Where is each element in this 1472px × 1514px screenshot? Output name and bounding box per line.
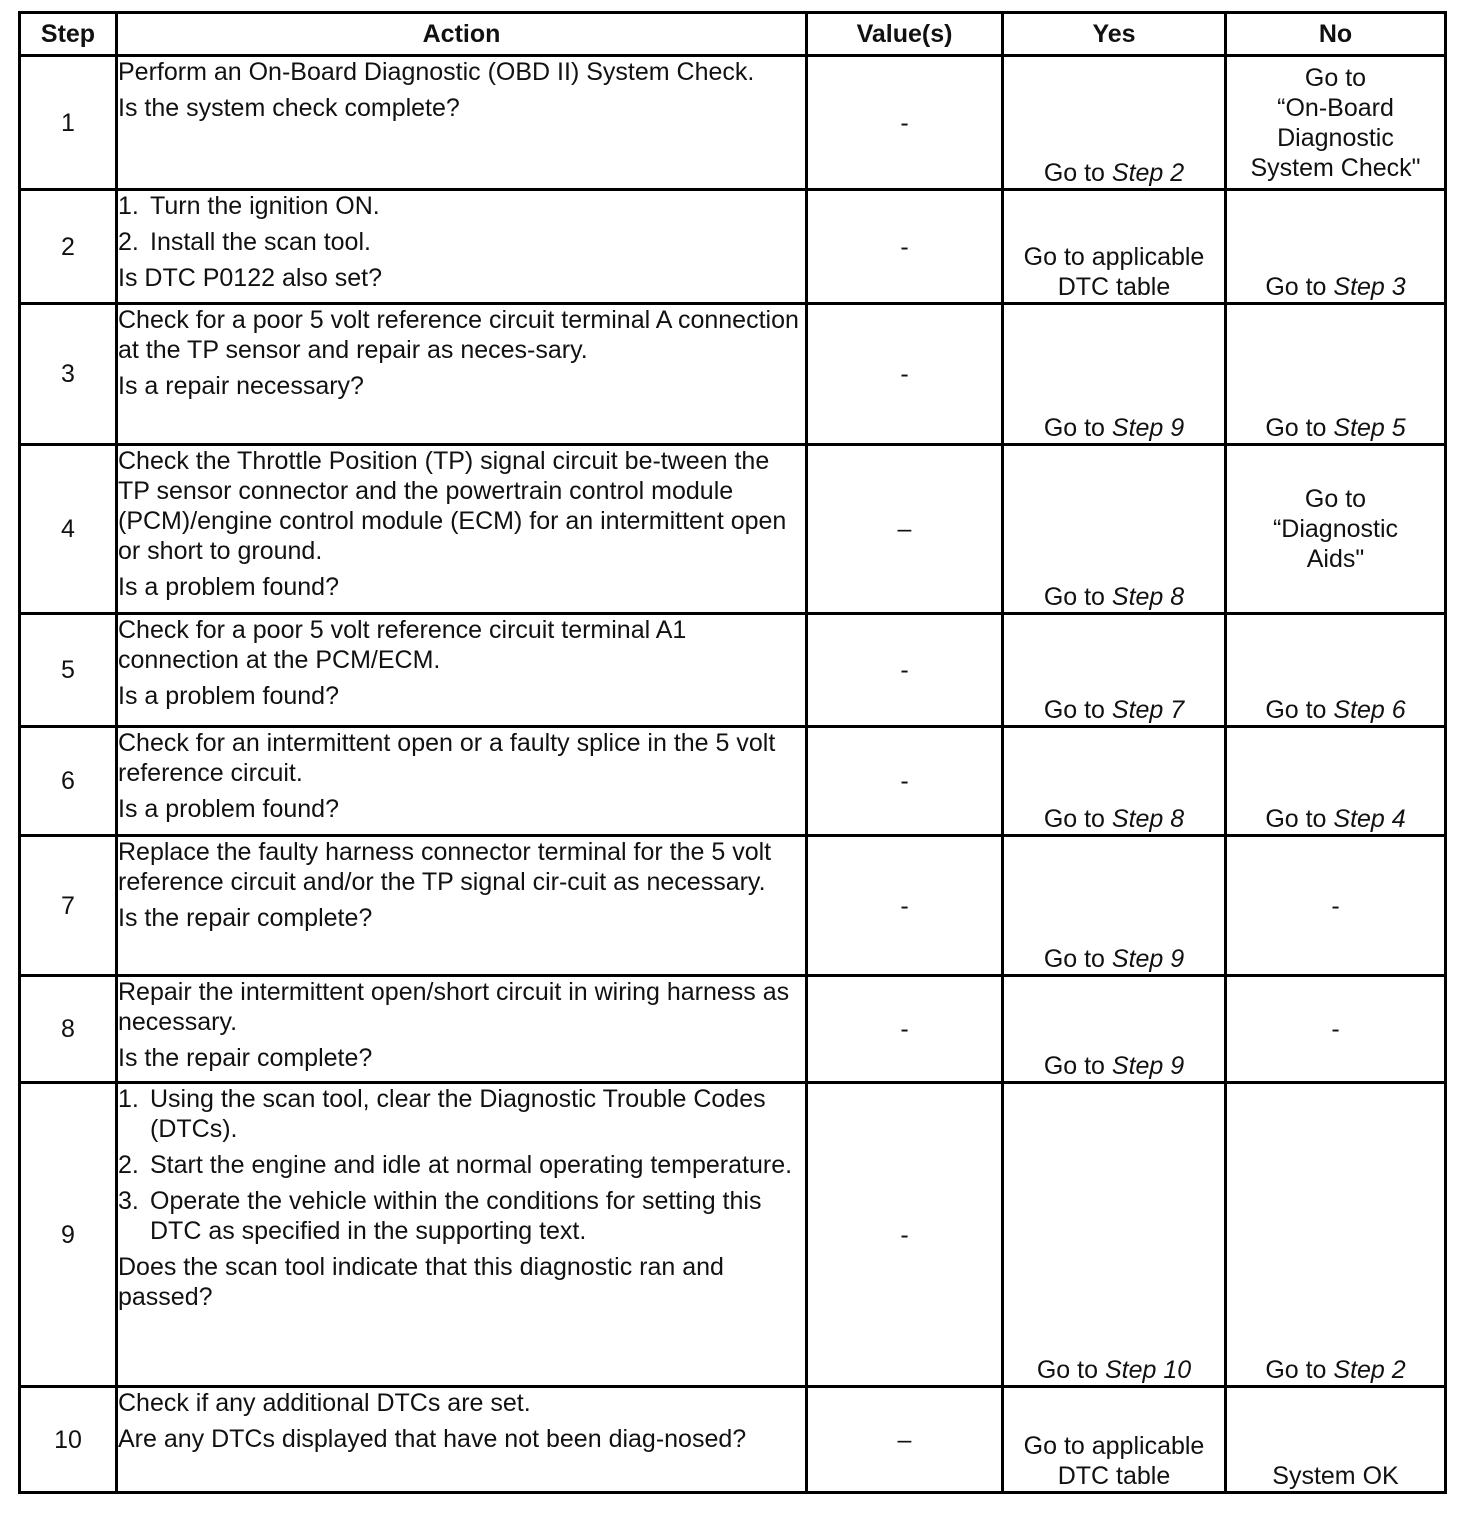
list-text: Install the scan tool.: [150, 228, 371, 256]
table-row: [20, 976, 1446, 1083]
no-cell: [1226, 1083, 1446, 1387]
yes-step-ref: Step 7: [1111, 696, 1185, 724]
action-question: Does the scan tool indicate that this diagnostic ran and passed?: [118, 1253, 724, 1311]
list-number: 1.: [118, 192, 139, 220]
yes-prefix: Go to: [1036, 1356, 1105, 1384]
yes-line: DTC table: [1057, 1462, 1171, 1490]
list-item: [118, 1084, 805, 1144]
action-question: Is the repair complete?: [118, 1044, 373, 1072]
step-number: 1: [20, 56, 117, 190]
header-yes: Yes: [1003, 13, 1226, 56]
diagnostic-table: [18, 11, 1447, 1494]
step-number: 7: [20, 836, 117, 976]
action-cell: [117, 1387, 807, 1493]
action-cell: [117, 614, 807, 727]
yes-step-ref: Step 9: [1111, 414, 1185, 442]
yes-cell: [1003, 1083, 1226, 1387]
action-cell: [117, 727, 807, 836]
step-number: 8: [20, 976, 117, 1083]
no-prefix: Go to: [1265, 805, 1334, 833]
action-question: Is DTC P0122 also set?: [118, 264, 383, 292]
yes-cell: [1003, 1387, 1226, 1493]
table-row: [20, 190, 1446, 304]
list-number: 2.: [118, 228, 139, 256]
table-row: [20, 304, 1446, 445]
action-text: Perform an On-Board Diagnostic (OBD II) System Check.: [118, 58, 755, 86]
yes-cell: [1003, 190, 1226, 304]
action-cell: [117, 836, 807, 976]
header-values: Value(s): [807, 13, 1003, 56]
action-question: Is a problem found?: [118, 682, 339, 710]
no-cell: System OK: [1226, 1387, 1446, 1493]
action-question: Is the system check complete?: [118, 94, 460, 122]
value-cell: -: [807, 1083, 1003, 1387]
list-text: Start the engine and idle at normal operating temperature.: [150, 1151, 793, 1179]
table-row: [20, 836, 1446, 976]
no-cell: [1226, 727, 1446, 836]
no-line: “On-Board: [1277, 93, 1394, 122]
action-cell: [117, 304, 807, 445]
list-text: Turn the ignition ON.: [150, 192, 380, 220]
no-prefix: Go to: [1265, 414, 1334, 442]
yes-step-ref: Step 8: [1111, 805, 1185, 833]
value-cell: -: [807, 727, 1003, 836]
yes-prefix: Go to: [1043, 583, 1112, 611]
action-text: Repair the intermittent open/short circuit in wiring harness as necessary.: [118, 978, 790, 1036]
table-row: [20, 56, 1446, 190]
value-cell: –: [807, 445, 1003, 614]
yes-step-ref: Step 9: [1111, 1052, 1185, 1080]
yes-prefix: Go to: [1043, 159, 1112, 187]
yes-cell: [1003, 56, 1226, 190]
header-step: Step: [20, 13, 117, 56]
list-item: [118, 1150, 805, 1180]
value-cell: -: [807, 304, 1003, 445]
yes-cell: [1003, 304, 1226, 445]
yes-line: DTC table: [1057, 273, 1171, 301]
value-cell: –: [807, 1387, 1003, 1493]
action-question: Is the repair complete?: [118, 904, 373, 932]
no-line: Go to: [1304, 485, 1367, 513]
yes-step-ref: Step 10: [1104, 1356, 1192, 1384]
step-number: 10: [20, 1387, 117, 1493]
header-no: No: [1226, 13, 1446, 56]
list-number: 1.: [118, 1085, 139, 1113]
action-text: Check for a poor 5 volt reference circuit terminal A connection at the TP sensor and repair as neces-sary.: [118, 306, 799, 364]
no-cell: [1226, 190, 1446, 304]
no-step-ref: Step 6: [1333, 696, 1406, 724]
yes-prefix: Go to: [1043, 805, 1112, 833]
action-cell: [117, 1083, 807, 1387]
no-cell: [1226, 56, 1446, 190]
no-prefix: Go to: [1265, 696, 1334, 724]
yes-cell: [1003, 614, 1226, 727]
no-cell: [1226, 445, 1446, 614]
step-number: 6: [20, 727, 117, 836]
header-row: [20, 13, 1446, 56]
action-cell: [117, 976, 807, 1083]
action-text: Check if any additional DTCs are set.: [118, 1389, 531, 1417]
no-step-ref: Step 2: [1333, 1356, 1406, 1384]
list-item: [118, 1186, 805, 1246]
yes-prefix: Go to: [1043, 945, 1112, 973]
no-step-ref: Step 3: [1333, 273, 1406, 301]
action-cell: [117, 56, 807, 190]
yes-step-ref: Step 9: [1111, 945, 1185, 973]
header-action: Action: [117, 13, 807, 56]
action-question: Is a problem found?: [118, 795, 339, 823]
yes-cell: [1003, 445, 1226, 614]
action-question: Are any DTCs displayed that have not been diag-nosed?: [118, 1425, 747, 1453]
action-question: Is a problem found?: [118, 573, 339, 601]
no-cell: [1226, 614, 1446, 727]
step-number: 9: [20, 1083, 117, 1387]
yes-line: Go to applicable: [1023, 243, 1205, 271]
table-row: [20, 1083, 1446, 1387]
no-cell: -: [1226, 836, 1446, 976]
action-cell: [117, 445, 807, 614]
list-item: [118, 191, 805, 221]
no-line: Aids": [1306, 545, 1365, 573]
list-number: 3.: [118, 1187, 139, 1215]
list-text: Operate the vehicle within the conditions for setting this DTC as specified in the supporting text.: [150, 1187, 762, 1245]
action-text: Check for an intermittent open or a faulty splice in the 5 volt reference circuit.: [118, 729, 776, 787]
action-question: Is a repair necessary?: [118, 372, 364, 400]
yes-step-ref: Step 2: [1111, 159, 1185, 187]
value-cell: -: [807, 976, 1003, 1083]
value-cell: -: [807, 190, 1003, 304]
no-line: “Diagnostic: [1272, 515, 1399, 543]
action-text: Replace the faulty harness connector terminal for the 5 volt reference circuit and/or the TP signal cir-cuit as necessary.: [118, 838, 772, 896]
yes-prefix: Go to: [1043, 696, 1112, 724]
no-cell: [1226, 304, 1446, 445]
action-cell: [117, 190, 807, 304]
step-number: 5: [20, 614, 117, 727]
action-text: Check for a poor 5 volt reference circuit terminal A1 connection at the PCM/ECM.: [118, 616, 687, 674]
yes-prefix: Go to: [1043, 414, 1112, 442]
yes-cell: [1003, 976, 1226, 1083]
no-step-ref: Step 4: [1333, 805, 1406, 833]
yes-cell: [1003, 727, 1226, 836]
step-number: 3: [20, 304, 117, 445]
step-number: 2: [20, 190, 117, 304]
table-row: [20, 727, 1446, 836]
no-cell: -: [1226, 976, 1446, 1083]
value-cell: -: [807, 56, 1003, 190]
action-text: Check the Throttle Position (TP) signal circuit be-tween the TP sensor connector and the powertrain control module (PCM)/engine control module (ECM) for an intermittent open or short to ground.: [118, 447, 787, 565]
list-text: Using the scan tool, clear the Diagnostic Trouble Codes (DTCs).: [150, 1085, 766, 1143]
value-cell: -: [807, 836, 1003, 976]
list-item: [118, 227, 805, 257]
no-prefix: Go to: [1265, 273, 1334, 301]
no-step-ref: Step 5: [1333, 414, 1406, 442]
yes-cell: [1003, 836, 1226, 976]
yes-step-ref: Step 8: [1111, 583, 1185, 611]
no-line: Diagnostic: [1277, 123, 1394, 152]
no-line: System Check": [1250, 153, 1421, 182]
no-prefix: Go to: [1265, 1356, 1334, 1384]
list-number: 2.: [118, 1151, 139, 1179]
yes-prefix: Go to: [1043, 1052, 1112, 1080]
table-row: [20, 445, 1446, 614]
value-cell: -: [807, 614, 1003, 727]
table-row: [20, 1387, 1446, 1493]
no-line: Go to: [1304, 63, 1367, 92]
table-row: [20, 614, 1446, 727]
yes-line: Go to applicable: [1023, 1432, 1205, 1460]
step-number: 4: [20, 445, 117, 614]
